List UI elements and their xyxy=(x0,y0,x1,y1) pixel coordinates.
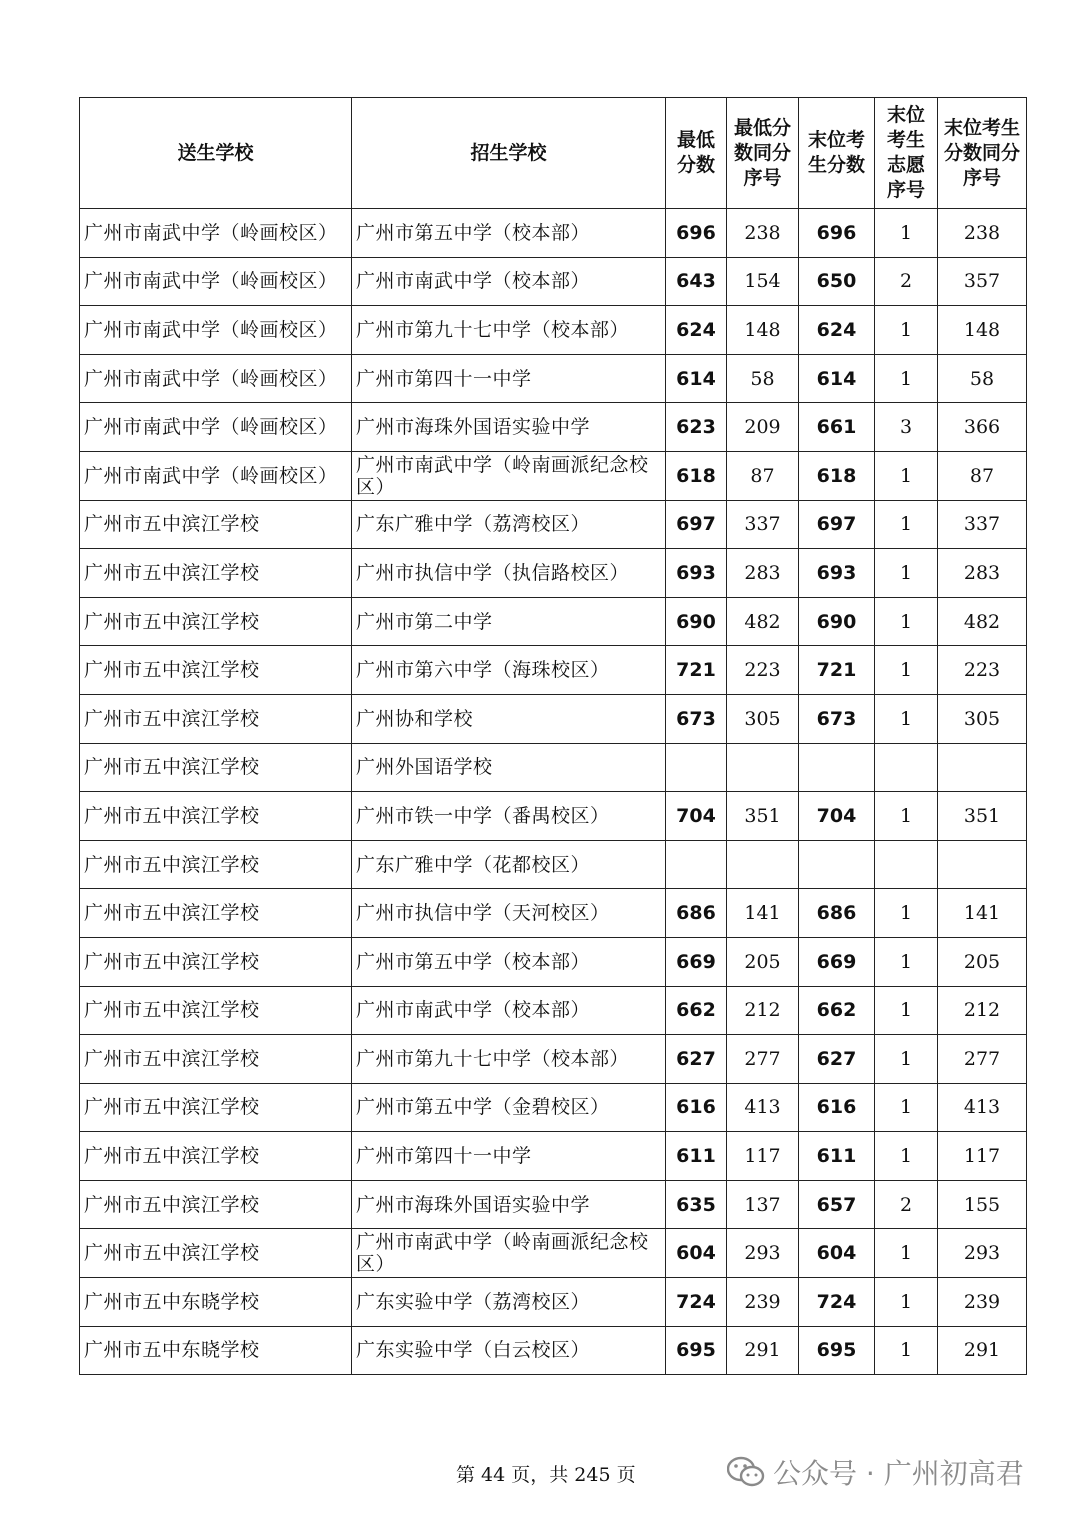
cell-last-choice-no: 2 xyxy=(875,257,938,306)
cell-last-score: 614 xyxy=(799,354,875,403)
table-row xyxy=(80,354,1027,403)
cell-last-score-rank: 239 xyxy=(938,1278,1027,1327)
cell-min-score xyxy=(666,743,727,792)
table-row xyxy=(80,597,1027,646)
cell-last-score-rank: 366 xyxy=(938,403,1027,452)
cell-sending-school: 广州市五中滨江学校 xyxy=(80,743,352,792)
header-min-score-rank: 最低分 数同分 序号 xyxy=(727,98,799,209)
table-row xyxy=(80,1229,1027,1278)
cell-admitting-school: 广州市第五中学（金碧校区） xyxy=(352,1083,666,1132)
header-last-score-rank: 末位考生 分数同分 序号 xyxy=(938,98,1027,209)
cell-last-score-rank: 87 xyxy=(938,451,1027,500)
cell-admitting-school: 广州协和学校 xyxy=(352,694,666,743)
cell-admitting-school: 广州市第九十七中学（校本部） xyxy=(352,1035,666,1084)
table-row xyxy=(80,694,1027,743)
cell-last-score: 657 xyxy=(799,1180,875,1229)
cell-last-choice-no: 1 xyxy=(875,792,938,841)
cell-admitting-school: 广东广雅中学（荔湾校区） xyxy=(352,500,666,549)
cell-last-score-rank: 117 xyxy=(938,1132,1027,1181)
cell-sending-school: 广州市五中滨江学校 xyxy=(80,986,352,1035)
cell-sending-school: 广州市五中滨江学校 xyxy=(80,1132,352,1181)
cell-min-score-rank: 87 xyxy=(727,451,799,500)
cell-sending-school: 广州市南武中学（岭画校区） xyxy=(80,354,352,403)
page-number: 第 44 页，共 245 页 xyxy=(456,1464,636,1486)
cell-min-score: 696 xyxy=(666,209,727,258)
cell-min-score-rank: 141 xyxy=(727,889,799,938)
cell-admitting-school: 广州外国语学校 xyxy=(352,743,666,792)
cell-min-score-rank: 238 xyxy=(727,209,799,258)
cell-last-score: 611 xyxy=(799,1132,875,1181)
cell-last-score: 627 xyxy=(799,1035,875,1084)
cell-last-score-rank: 141 xyxy=(938,889,1027,938)
cell-last-choice-no: 1 xyxy=(875,451,938,500)
cell-last-choice-no: 1 xyxy=(875,306,938,355)
cell-min-score: 618 xyxy=(666,451,727,500)
cell-last-score xyxy=(799,840,875,889)
cell-last-choice-no: 2 xyxy=(875,1180,938,1229)
cell-min-score: 724 xyxy=(666,1278,727,1327)
cell-last-score: 695 xyxy=(799,1326,875,1375)
cell-last-choice-no xyxy=(875,743,938,792)
cell-last-score: 696 xyxy=(799,209,875,258)
cell-last-choice-no: 1 xyxy=(875,694,938,743)
cell-min-score-rank: 212 xyxy=(727,986,799,1035)
cell-min-score-rank: 239 xyxy=(727,1278,799,1327)
cell-last-score-rank: 238 xyxy=(938,209,1027,258)
cell-min-score-rank: 148 xyxy=(727,306,799,355)
cell-admitting-school: 广州市第五中学（校本部） xyxy=(352,937,666,986)
cell-min-score: 686 xyxy=(666,889,727,938)
cell-sending-school: 广州市五中东晓学校 xyxy=(80,1278,352,1327)
cell-min-score-rank: 58 xyxy=(727,354,799,403)
cell-admitting-school: 广州市执信中学（天河校区） xyxy=(352,889,666,938)
table-body xyxy=(80,209,1027,1375)
cell-last-score-rank: 277 xyxy=(938,1035,1027,1084)
table-row xyxy=(80,743,1027,792)
cell-admitting-school: 广州市海珠外国语实验中学 xyxy=(352,403,666,452)
cell-min-score-rank: 205 xyxy=(727,937,799,986)
cell-admitting-school: 广东实验中学（白云校区） xyxy=(352,1326,666,1375)
cell-last-choice-no xyxy=(875,840,938,889)
cell-min-score-rank: 117 xyxy=(727,1132,799,1181)
cell-last-score: 704 xyxy=(799,792,875,841)
table-row xyxy=(80,403,1027,452)
cell-admitting-school: 广州市第九十七中学（校本部） xyxy=(352,306,666,355)
cell-admitting-school: 广州市南武中学（校本部） xyxy=(352,986,666,1035)
cell-last-score-rank: 337 xyxy=(938,500,1027,549)
cell-sending-school: 广州市五中滨江学校 xyxy=(80,889,352,938)
table-row xyxy=(80,1083,1027,1132)
cell-last-score-rank: 482 xyxy=(938,597,1027,646)
cell-sending-school: 广州市五中滨江学校 xyxy=(80,937,352,986)
cell-last-choice-no: 1 xyxy=(875,1326,938,1375)
cell-min-score: 697 xyxy=(666,500,727,549)
table-row xyxy=(80,1132,1027,1181)
cell-last-score: 624 xyxy=(799,306,875,355)
cell-sending-school: 广州市五中滨江学校 xyxy=(80,597,352,646)
cell-last-choice-no: 1 xyxy=(875,937,938,986)
cell-last-score-rank: 283 xyxy=(938,549,1027,598)
cell-min-score-rank xyxy=(727,840,799,889)
cell-last-score-rank: 58 xyxy=(938,354,1027,403)
cell-sending-school: 广州市南武中学（岭画校区） xyxy=(80,403,352,452)
cell-admitting-school: 广州市第四十一中学 xyxy=(352,1132,666,1181)
cell-last-score-rank: 293 xyxy=(938,1229,1027,1278)
cell-min-score-rank: 413 xyxy=(727,1083,799,1132)
cell-last-choice-no: 1 xyxy=(875,1035,938,1084)
cell-sending-school: 广州市五中滨江学校 xyxy=(80,549,352,598)
cell-last-choice-no: 1 xyxy=(875,889,938,938)
cell-last-score: 724 xyxy=(799,1278,875,1327)
cell-min-score: 614 xyxy=(666,354,727,403)
cell-min-score: 616 xyxy=(666,1083,727,1132)
cell-min-score: 627 xyxy=(666,1035,727,1084)
cell-last-score: 721 xyxy=(799,646,875,695)
cell-min-score-rank: 137 xyxy=(727,1180,799,1229)
cell-min-score: 704 xyxy=(666,792,727,841)
wechat-icon xyxy=(727,1456,765,1488)
cell-min-score: 669 xyxy=(666,937,727,986)
cell-min-score-rank: 482 xyxy=(727,597,799,646)
cell-last-choice-no: 1 xyxy=(875,646,938,695)
header-last-choice-no: 末位 考生 志愿 序号 xyxy=(875,98,938,209)
table-row xyxy=(80,1180,1027,1229)
cell-last-score: 693 xyxy=(799,549,875,598)
table-row xyxy=(80,451,1027,500)
header-row xyxy=(80,98,1027,209)
cell-min-score xyxy=(666,840,727,889)
cell-last-score-rank: 413 xyxy=(938,1083,1027,1132)
cell-admitting-school: 广州市第二中学 xyxy=(352,597,666,646)
watermark xyxy=(727,1452,1024,1492)
cell-last-choice-no: 1 xyxy=(875,1229,938,1278)
cell-sending-school: 广州市五中滨江学校 xyxy=(80,694,352,743)
cell-last-choice-no: 1 xyxy=(875,354,938,403)
cell-last-score-rank: 212 xyxy=(938,986,1027,1035)
table-row xyxy=(80,792,1027,841)
cell-min-score: 604 xyxy=(666,1229,727,1278)
cell-min-score-rank: 351 xyxy=(727,792,799,841)
cell-last-score: 697 xyxy=(799,500,875,549)
cell-sending-school: 广州市五中滨江学校 xyxy=(80,840,352,889)
cell-sending-school: 广州市五中滨江学校 xyxy=(80,1180,352,1229)
table-row xyxy=(80,1278,1027,1327)
header-sending-school: 送生学校 xyxy=(80,98,352,209)
table-row xyxy=(80,986,1027,1035)
cell-sending-school: 广州市南武中学（岭画校区） xyxy=(80,209,352,258)
header-min-score: 最低 分数 xyxy=(666,98,727,209)
cell-admitting-school: 广州市南武中学（岭南画派纪念校区） xyxy=(352,1229,666,1278)
cell-min-score-rank: 291 xyxy=(727,1326,799,1375)
table-row xyxy=(80,549,1027,598)
cell-sending-school: 广州市五中东晓学校 xyxy=(80,1326,352,1375)
cell-last-score: 673 xyxy=(799,694,875,743)
cell-min-score: 673 xyxy=(666,694,727,743)
cell-last-score: 662 xyxy=(799,986,875,1035)
cell-min-score-rank: 209 xyxy=(727,403,799,452)
cell-last-score-rank: 155 xyxy=(938,1180,1027,1229)
cell-last-choice-no: 1 xyxy=(875,209,938,258)
cell-last-score: 686 xyxy=(799,889,875,938)
cell-last-choice-no: 1 xyxy=(875,1278,938,1327)
cell-sending-school: 广州市五中滨江学校 xyxy=(80,1035,352,1084)
cell-min-score-rank: 305 xyxy=(727,694,799,743)
table-row xyxy=(80,500,1027,549)
cell-min-score: 695 xyxy=(666,1326,727,1375)
cell-sending-school: 广州市南武中学（岭画校区） xyxy=(80,257,352,306)
cell-last-score: 616 xyxy=(799,1083,875,1132)
cell-sending-school: 广州市五中滨江学校 xyxy=(80,792,352,841)
cell-sending-school: 广州市五中滨江学校 xyxy=(80,1083,352,1132)
table-row xyxy=(80,937,1027,986)
table-row xyxy=(80,646,1027,695)
cell-last-score-rank xyxy=(938,743,1027,792)
cell-admitting-school: 广州市第四十一中学 xyxy=(352,354,666,403)
cell-min-score: 635 xyxy=(666,1180,727,1229)
cell-min-score: 643 xyxy=(666,257,727,306)
cell-admitting-school: 广州市南武中学（校本部） xyxy=(352,257,666,306)
cell-min-score-rank: 223 xyxy=(727,646,799,695)
cell-last-score: 650 xyxy=(799,257,875,306)
cell-admitting-school: 广州市执信中学（执信路校区） xyxy=(352,549,666,598)
header-admitting-school: 招生学校 xyxy=(352,98,666,209)
cell-last-score xyxy=(799,743,875,792)
cell-sending-school: 广州市五中滨江学校 xyxy=(80,646,352,695)
cell-admitting-school: 广州市海珠外国语实验中学 xyxy=(352,1180,666,1229)
table-row xyxy=(80,1035,1027,1084)
table-row xyxy=(80,306,1027,355)
cell-min-score: 690 xyxy=(666,597,727,646)
table-row xyxy=(80,209,1027,258)
cell-last-score: 669 xyxy=(799,937,875,986)
table-row xyxy=(80,889,1027,938)
cell-admitting-school: 广东实验中学（荔湾校区） xyxy=(352,1278,666,1327)
cell-admitting-school: 广州市第五中学（校本部） xyxy=(352,209,666,258)
cell-min-score: 611 xyxy=(666,1132,727,1181)
cell-admitting-school: 广州市第六中学（海珠校区） xyxy=(352,646,666,695)
cell-min-score: 623 xyxy=(666,403,727,452)
cell-admitting-school: 广州市铁一中学（番禺校区） xyxy=(352,792,666,841)
header-last-score: 末位考 生分数 xyxy=(799,98,875,209)
cell-last-score-rank xyxy=(938,840,1027,889)
cell-last-score: 604 xyxy=(799,1229,875,1278)
cell-last-choice-no: 1 xyxy=(875,986,938,1035)
cell-min-score-rank: 283 xyxy=(727,549,799,598)
cell-last-score-rank: 291 xyxy=(938,1326,1027,1375)
cell-last-choice-no: 1 xyxy=(875,1132,938,1181)
cell-min-score-rank: 277 xyxy=(727,1035,799,1084)
cell-last-score-rank: 305 xyxy=(938,694,1027,743)
cell-last-score-rank: 223 xyxy=(938,646,1027,695)
cell-min-score-rank: 154 xyxy=(727,257,799,306)
watermark-text: 公众号 · 广州初高君 xyxy=(773,1457,1024,1490)
cell-min-score-rank: 337 xyxy=(727,500,799,549)
cell-last-score: 618 xyxy=(799,451,875,500)
cell-min-score: 662 xyxy=(666,986,727,1035)
cell-last-score: 661 xyxy=(799,403,875,452)
cell-min-score: 693 xyxy=(666,549,727,598)
cell-min-score: 624 xyxy=(666,306,727,355)
cell-last-choice-no: 1 xyxy=(875,500,938,549)
cell-last-choice-no: 1 xyxy=(875,597,938,646)
cell-sending-school: 广州市南武中学（岭画校区） xyxy=(80,451,352,500)
cell-min-score-rank: 293 xyxy=(727,1229,799,1278)
cell-last-score-rank: 148 xyxy=(938,306,1027,355)
cell-last-score-rank: 205 xyxy=(938,937,1027,986)
cell-sending-school: 广州市五中滨江学校 xyxy=(80,1229,352,1278)
table-row xyxy=(80,1326,1027,1375)
cell-last-choice-no: 1 xyxy=(875,1083,938,1132)
cell-sending-school: 广州市南武中学（岭画校区） xyxy=(80,306,352,355)
cell-admitting-school: 广州市南武中学（岭南画派纪念校区） xyxy=(352,451,666,500)
cell-last-choice-no: 3 xyxy=(875,403,938,452)
score-table xyxy=(79,97,1027,1375)
cell-last-score-rank: 351 xyxy=(938,792,1027,841)
cell-last-score: 690 xyxy=(799,597,875,646)
cell-admitting-school: 广东广雅中学（花都校区） xyxy=(352,840,666,889)
cell-min-score-rank xyxy=(727,743,799,792)
table-row xyxy=(80,840,1027,889)
cell-sending-school: 广州市五中滨江学校 xyxy=(80,500,352,549)
cell-min-score: 721 xyxy=(666,646,727,695)
table-row xyxy=(80,257,1027,306)
cell-last-score-rank: 357 xyxy=(938,257,1027,306)
cell-last-choice-no: 1 xyxy=(875,549,938,598)
